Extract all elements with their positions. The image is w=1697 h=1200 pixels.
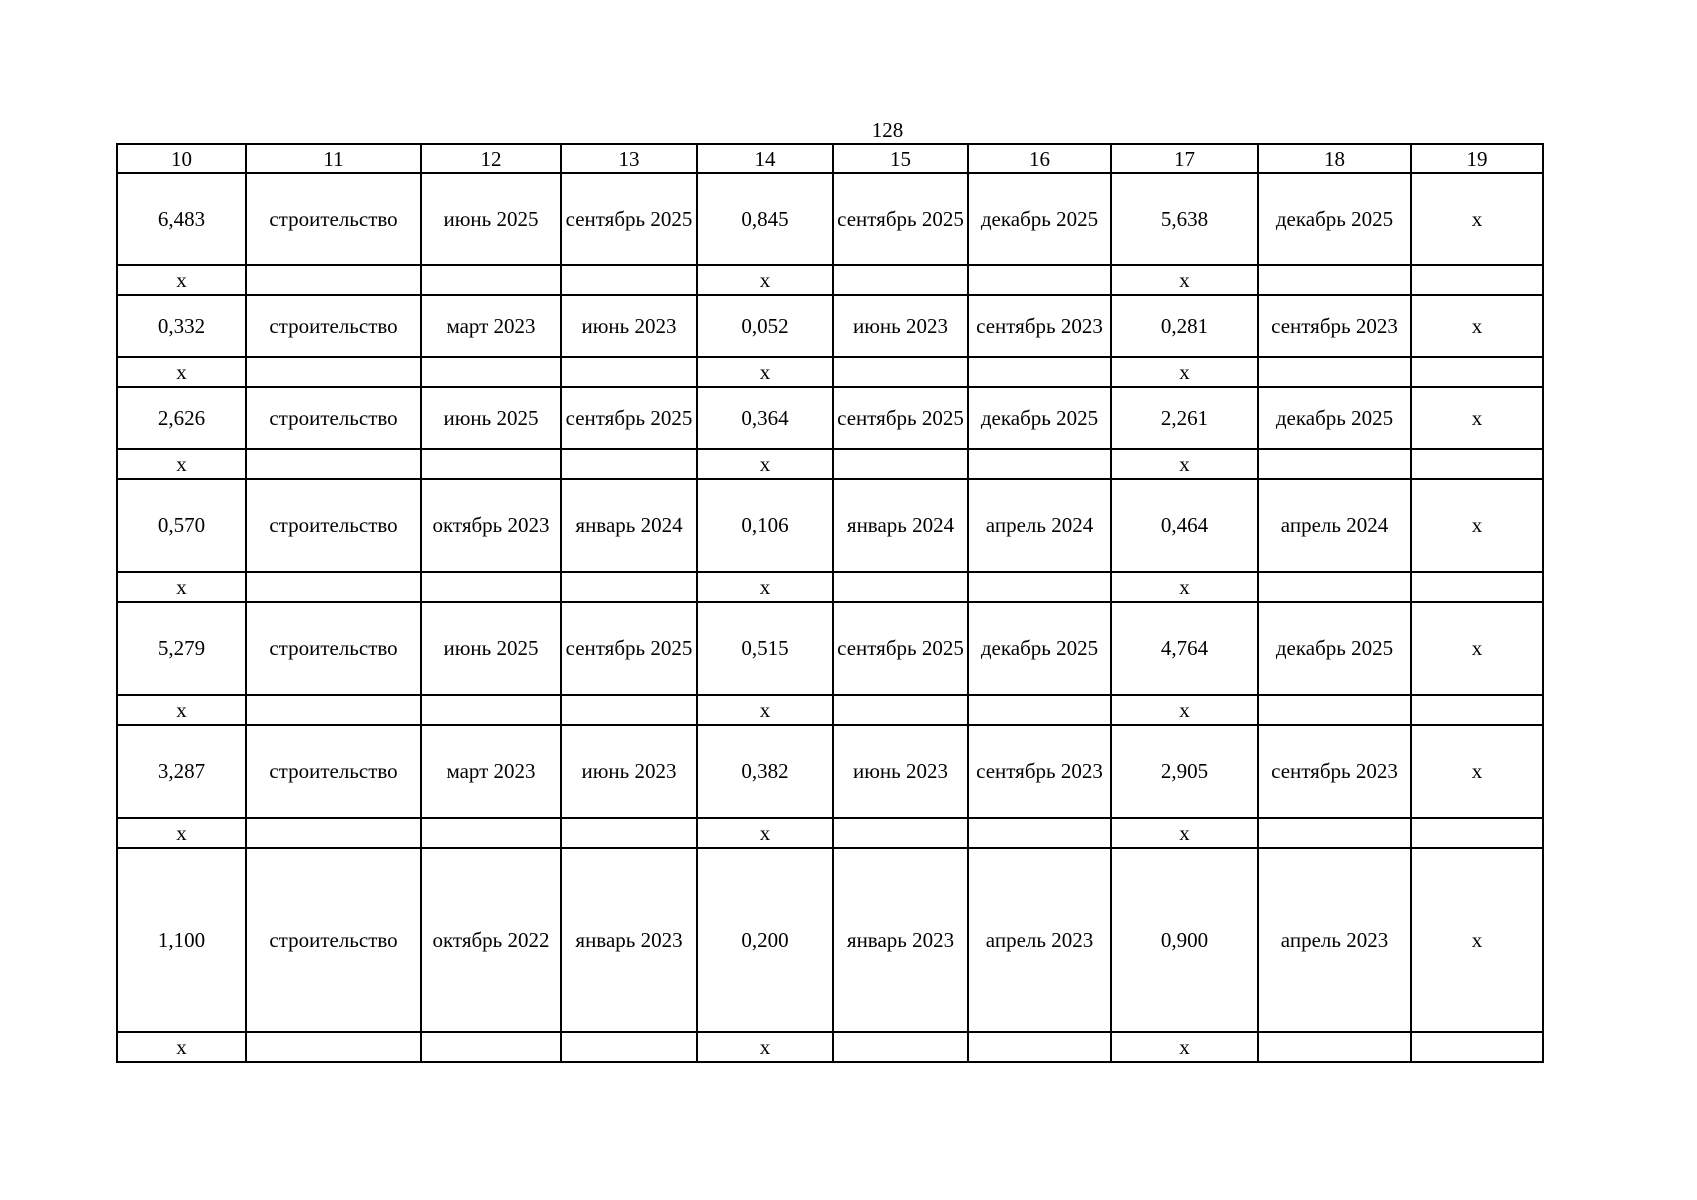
table-row (117, 602, 1543, 695)
table-cell: строительство (246, 387, 421, 449)
table-cell: 0,570 (117, 479, 246, 572)
table-subrow-cell (1258, 695, 1411, 725)
page-number: 128 (871, 118, 904, 142)
table-cell: строительство (246, 173, 421, 265)
table-subrow-cell (246, 265, 421, 295)
table-cell: 0,900 (1111, 848, 1258, 1032)
table-cell: октябрь 2022 (421, 848, 561, 1032)
table-cell: 0,106 (697, 479, 833, 572)
table-cell: сентябрь 2023 (1258, 295, 1411, 357)
table-subrow-cell (1411, 449, 1543, 479)
column-number-cell: 15 (833, 144, 968, 173)
table-cell: 2,626 (117, 387, 246, 449)
table-cell: сентябрь 2025 (561, 173, 697, 265)
column-number-cell: 10 (117, 144, 246, 173)
table-cell: сентябрь 2025 (561, 602, 697, 695)
table-subrow-cell (561, 818, 697, 848)
table-subrow (117, 818, 1543, 848)
table-subrow-cell: х (1111, 695, 1258, 725)
table-subrow-cell (561, 695, 697, 725)
table-subrow-cell (421, 265, 561, 295)
table-subrow-cell: х (697, 572, 833, 602)
column-number-cell: 17 (1111, 144, 1258, 173)
table-cell: х (1411, 479, 1543, 572)
table-subrow-cell (1411, 265, 1543, 295)
table-subrow-cell: х (117, 695, 246, 725)
table-cell: 2,261 (1111, 387, 1258, 449)
table-cell: 5,638 (1111, 173, 1258, 265)
table-subrow-cell: х (697, 1032, 833, 1062)
table-cell: 5,279 (117, 602, 246, 695)
table-cell: х (1411, 173, 1543, 265)
column-number-cell: 14 (697, 144, 833, 173)
table-subrow-cell (421, 1032, 561, 1062)
table-subrow-cell (1411, 357, 1543, 387)
table-cell: сентябрь 2023 (968, 725, 1111, 818)
table-cell: январь 2023 (833, 848, 968, 1032)
table-cell: апрель 2023 (968, 848, 1111, 1032)
table-row (117, 173, 1543, 265)
table-subrow-cell: х (117, 572, 246, 602)
table-cell: 0,515 (697, 602, 833, 695)
table-subrow-cell (421, 818, 561, 848)
table-cell: 2,905 (1111, 725, 1258, 818)
table-subrow-cell (833, 572, 968, 602)
table-cell: июнь 2023 (561, 725, 697, 818)
table-subrow-cell (833, 357, 968, 387)
table-cell: 0,464 (1111, 479, 1258, 572)
table-cell: строительство (246, 725, 421, 818)
column-number-row (117, 144, 1543, 173)
table-cell: июнь 2023 (833, 725, 968, 818)
table-subrow-cell (561, 449, 697, 479)
table-body (117, 144, 1543, 1062)
table-subrow-cell: х (117, 265, 246, 295)
table-cell: х (1411, 725, 1543, 818)
table-cell: июнь 2025 (421, 602, 561, 695)
table-subrow-cell: х (1111, 357, 1258, 387)
table-cell: январь 2024 (561, 479, 697, 572)
table-cell: июнь 2023 (561, 295, 697, 357)
table-subrow-cell (1411, 818, 1543, 848)
table-subrow-cell (561, 1032, 697, 1062)
table-subrow (117, 357, 1543, 387)
table-subrow-cell (968, 572, 1111, 602)
column-number-cell: 18 (1258, 144, 1411, 173)
table-subrow-cell: х (697, 695, 833, 725)
table-subrow-cell (246, 449, 421, 479)
table-cell: апрель 2024 (1258, 479, 1411, 572)
table-cell: сентябрь 2025 (833, 602, 968, 695)
table-cell: 4,764 (1111, 602, 1258, 695)
table-subrow-cell: х (117, 1032, 246, 1062)
table-cell: март 2023 (421, 725, 561, 818)
table-cell: 6,483 (117, 173, 246, 265)
table-subrow-cell: х (1111, 1032, 1258, 1062)
table-subrow-cell (421, 572, 561, 602)
table-cell: 0,052 (697, 295, 833, 357)
table-cell: 0,364 (697, 387, 833, 449)
data-table (116, 143, 1544, 1063)
table-cell: июнь 2025 (421, 387, 561, 449)
table-cell: декабрь 2025 (968, 602, 1111, 695)
table-subrow (117, 449, 1543, 479)
table-subrow-cell (1258, 265, 1411, 295)
table-subrow-cell (1258, 572, 1411, 602)
column-number-cell: 19 (1411, 144, 1543, 173)
table-subrow-cell (833, 695, 968, 725)
table-cell: сентябрь 2025 (833, 173, 968, 265)
table-subrow-cell (1258, 357, 1411, 387)
table-subrow-cell (1258, 1032, 1411, 1062)
table-subrow-cell (1258, 818, 1411, 848)
table-subrow-cell (968, 449, 1111, 479)
table-cell: март 2023 (421, 295, 561, 357)
table-cell: июнь 2023 (833, 295, 968, 357)
table-subrow-cell (561, 572, 697, 602)
table-cell: декабрь 2025 (968, 173, 1111, 265)
table-subrow-cell (246, 818, 421, 848)
table-cell: 0,382 (697, 725, 833, 818)
table-subrow-cell (1411, 572, 1543, 602)
table-cell: январь 2024 (833, 479, 968, 572)
table-subrow-cell (968, 818, 1111, 848)
table-subrow-cell (421, 695, 561, 725)
table-cell: январь 2023 (561, 848, 697, 1032)
table-row (117, 295, 1543, 357)
table-subrow-cell: х (117, 449, 246, 479)
table-row (117, 387, 1543, 449)
table-subrow-cell (833, 449, 968, 479)
table-subrow-cell: х (117, 818, 246, 848)
table-row (117, 848, 1543, 1032)
table-cell: х (1411, 602, 1543, 695)
table-subrow-cell (246, 1032, 421, 1062)
table-cell: апрель 2023 (1258, 848, 1411, 1032)
table-subrow (117, 265, 1543, 295)
table-row (117, 725, 1543, 818)
table-cell: строительство (246, 602, 421, 695)
table-cell: сентябрь 2023 (968, 295, 1111, 357)
table-subrow-cell (246, 695, 421, 725)
table-cell: строительство (246, 479, 421, 572)
table-subrow-cell: х (697, 265, 833, 295)
table-subrow (117, 695, 1543, 725)
table-cell: сентябрь 2025 (833, 387, 968, 449)
table-cell: сентябрь 2023 (1258, 725, 1411, 818)
table-cell: декабрь 2025 (1258, 602, 1411, 695)
table-subrow (117, 1032, 1543, 1062)
table-cell: х (1411, 295, 1543, 357)
table-subrow-cell (968, 695, 1111, 725)
table-subrow-cell (833, 1032, 968, 1062)
column-number-cell: 13 (561, 144, 697, 173)
table-subrow-cell: х (697, 357, 833, 387)
table-subrow-cell: х (1111, 265, 1258, 295)
table-cell: декабрь 2025 (968, 387, 1111, 449)
table-cell: х (1411, 387, 1543, 449)
table-subrow-cell: х (117, 357, 246, 387)
table-subrow-cell: х (697, 449, 833, 479)
table-subrow-cell: х (1111, 449, 1258, 479)
table-cell: 0,332 (117, 295, 246, 357)
table-subrow-cell (1411, 695, 1543, 725)
table-row (117, 479, 1543, 572)
table-subrow-cell: х (1111, 572, 1258, 602)
column-number-cell: 16 (968, 144, 1111, 173)
table-subrow-cell (1411, 1032, 1543, 1062)
table-cell: 0,845 (697, 173, 833, 265)
table-subrow-cell (421, 449, 561, 479)
table-cell: декабрь 2025 (1258, 173, 1411, 265)
table-subrow-cell (421, 357, 561, 387)
table-cell: сентябрь 2025 (561, 387, 697, 449)
table-subrow-cell: х (697, 818, 833, 848)
table-cell: июнь 2025 (421, 173, 561, 265)
table-cell: 3,287 (117, 725, 246, 818)
table-subrow-cell (833, 818, 968, 848)
table-subrow-cell (968, 265, 1111, 295)
table-subrow (117, 572, 1543, 602)
table-cell: декабрь 2025 (1258, 387, 1411, 449)
table-subrow-cell (968, 1032, 1111, 1062)
table-cell: строительство (246, 848, 421, 1032)
table-subrow-cell (833, 265, 968, 295)
table-subrow-cell (246, 357, 421, 387)
column-number-cell: 11 (246, 144, 421, 173)
table-cell: 0,281 (1111, 295, 1258, 357)
table-cell: апрель 2024 (968, 479, 1111, 572)
table-cell: строительство (246, 295, 421, 357)
table-cell: октябрь 2023 (421, 479, 561, 572)
table-cell: 1,100 (117, 848, 246, 1032)
table-subrow-cell (561, 265, 697, 295)
column-number-cell: 12 (421, 144, 561, 173)
table-subrow-cell (246, 572, 421, 602)
table-cell: х (1411, 848, 1543, 1032)
table-subrow-cell (1258, 449, 1411, 479)
table-subrow-cell: х (1111, 818, 1258, 848)
table-subrow-cell (561, 357, 697, 387)
table-subrow-cell (968, 357, 1111, 387)
table-cell: 0,200 (697, 848, 833, 1032)
